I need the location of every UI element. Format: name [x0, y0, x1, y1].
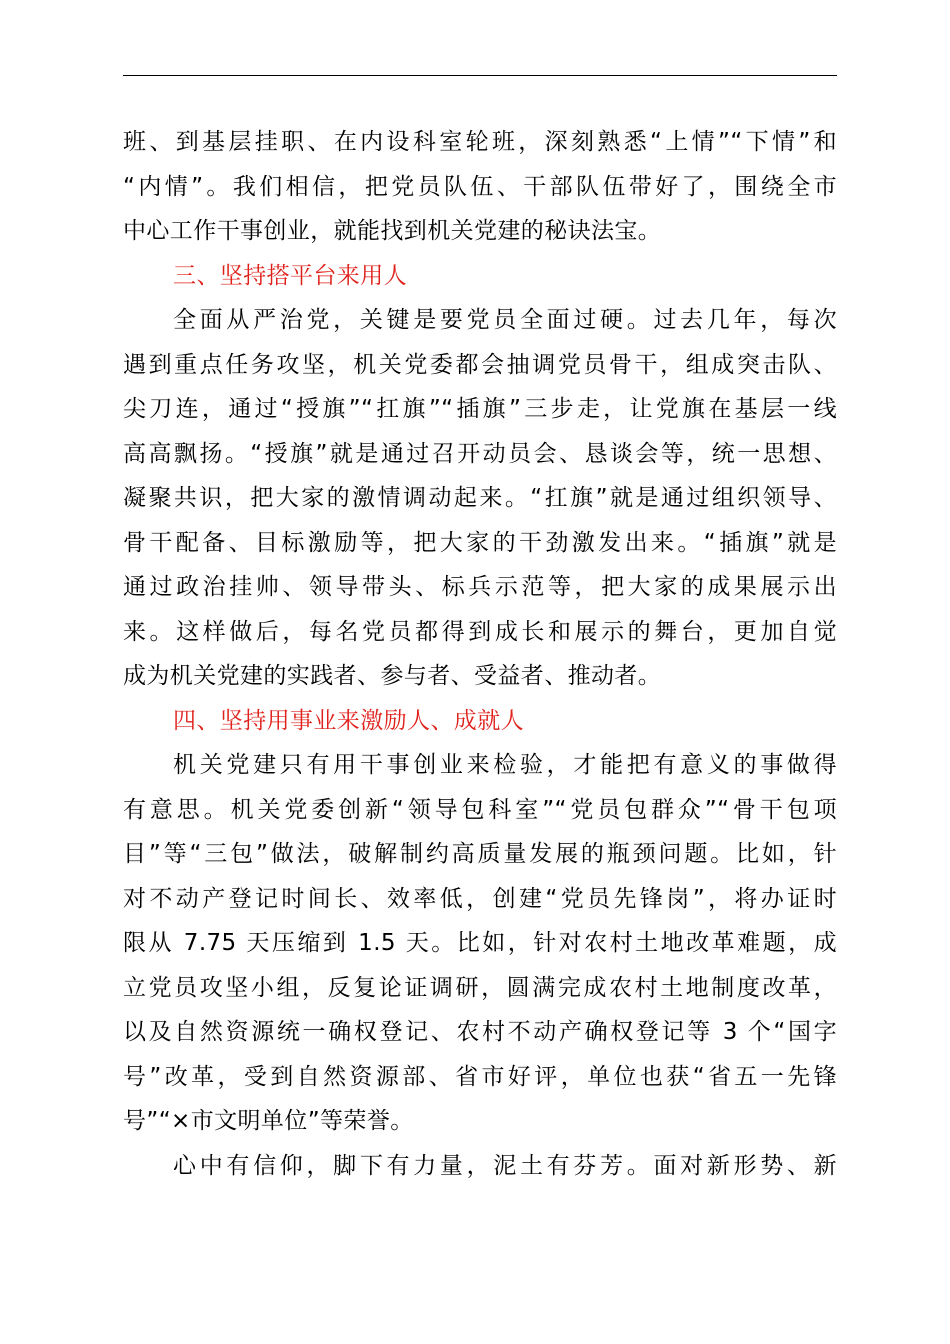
paragraph-line: 骨干配备、目标激励等，把大家的干劲激发出来。“插旗”就是: [123, 529, 837, 556]
paragraph-line: 对不动产登记时间长、效率低，创建“党员先锋岗”，将办证时: [123, 885, 837, 912]
paragraph-line: 有意思。机关党委创新“领导包科室”“党员包群众”“骨干包项: [123, 796, 837, 823]
paragraph-line: 班、到基层挂职、在内设科室轮班，深刻熟悉“上情”“下情”和: [123, 129, 837, 155]
paragraph-line: 中心工作干事创业，就能找到机关党建的秘诀法宝。: [123, 218, 662, 244]
document-body: [123, 120, 837, 1188]
paragraph-line: 号”“×市文明单位”等荣誉。: [123, 1108, 414, 1134]
paragraph-line: 来。这样做后，每名党员都得到成长和展示的舞台，更加自觉: [123, 618, 837, 645]
header-rule: [123, 75, 837, 76]
paragraph-line: 目”等“三包”做法，破解制约高质量发展的瓶颈问题。比如，针: [123, 841, 837, 867]
paragraph-line: 成为机关党建的实践者、参与者、受益者、推动者。: [123, 663, 662, 689]
paragraph-line: 心中有信仰，脚下有力量，泥土有芬芳。面对新形势、新: [173, 1152, 837, 1179]
paragraph-line: 立党员攻坚小组，反复论证调研，圆满完成农村土地制度改革，: [123, 974, 837, 1001]
paragraph-line: 高高飘扬。“授旗”就是通过召开动员会、恳谈会等，统一思想、: [123, 440, 837, 467]
section-heading-3: 三、坚持搭平台来用人: [173, 262, 407, 289]
paragraph-line: 限从 7.75 天压缩到 1.5 天。比如，针对农村土地改革难题，成: [123, 930, 837, 956]
paragraph-line: 凝聚共识，把大家的激情调动起来。“扛旗”就是通过组织领导、: [123, 485, 837, 511]
paragraph-line: 号”改革，受到自然资源部、省市好评，单位也获“省五一先锋: [123, 1063, 837, 1090]
paragraph-line: 全面从严治党，关键是要党员全面过硬。过去几年，每次: [173, 307, 837, 333]
paragraph-line: 通过政治挂帅、领导带头、标兵示范等，把大家的成果展示出: [123, 574, 837, 600]
paragraph-line: 以及自然资源统一确权登记、农村不动产确权登记等 3 个“国字: [123, 1019, 837, 1045]
paragraph-line: 机关党建只有用干事创业来检验，才能把有意义的事做得: [173, 752, 837, 778]
section-heading-4: 四、坚持用事业来激励人、成就人: [173, 707, 524, 734]
paragraph-line: 尖刀连，通过“授旗”“扛旗”“插旗”三步走，让党旗在基层一线: [123, 396, 837, 422]
paragraph-line: 遇到重点任务攻坚，机关党委都会抽调党员骨干，组成突击队、: [123, 351, 837, 378]
paragraph-line: “内情”。我们相信，把党员队伍、干部队伍带好了，围绕全市: [123, 173, 837, 200]
